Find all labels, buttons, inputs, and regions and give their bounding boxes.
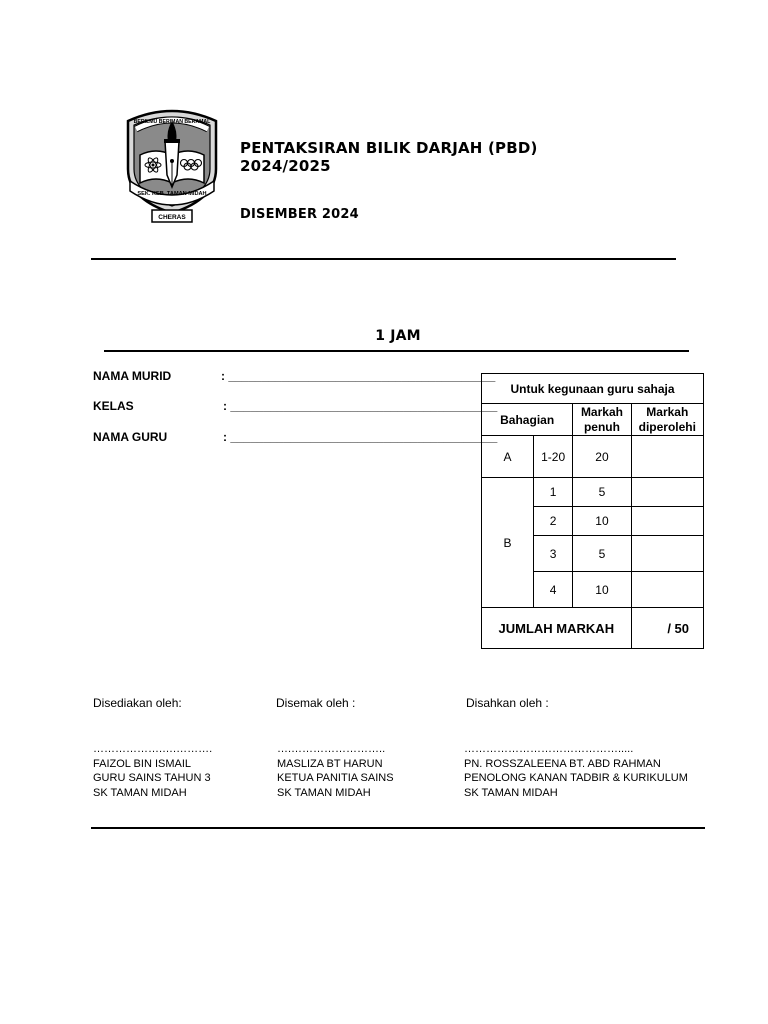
signature-line: ….…………………….. [277, 743, 386, 755]
section-a-range: 1-20 [533, 436, 572, 478]
header-divider [91, 258, 676, 260]
signatory-name: PN. ROSSZALEENA BT. ABD RAHMAN [464, 757, 661, 770]
section-b-q2-full: 10 [573, 507, 631, 536]
student-name-field[interactable]: : ________________________________________ [221, 369, 496, 383]
approved-by-heading: Disahkan oleh : [466, 696, 549, 710]
signatory-school: SK TAMAN MIDAH [277, 786, 371, 799]
section-b-q3-full: 5 [573, 536, 631, 572]
col-markah-penuh: Markah penuh [573, 404, 631, 436]
marks-table [481, 373, 704, 649]
col-bahagian: Bahagian [482, 404, 573, 436]
section-b-q2: 2 [533, 507, 572, 536]
section-b-q3-score[interactable] [631, 536, 703, 572]
section-b-q2-score[interactable] [631, 507, 703, 536]
signatory-position: PENOLONG KANAN TADBIR & KURIKULUM [464, 772, 688, 784]
section-b-q3: 3 [533, 536, 572, 572]
signature-line: ……………………………………..... [464, 743, 634, 755]
section-a-score[interactable] [631, 436, 703, 478]
teacher-name-label: NAMA GURU [93, 430, 168, 444]
signature-block-prepared [93, 742, 212, 800]
section-b-q4-score[interactable] [631, 572, 703, 608]
checked-by-heading: Disemak oleh : [276, 696, 356, 710]
duration-divider [104, 350, 689, 352]
signature-block-checked [277, 742, 394, 800]
section-b-q1-full: 5 [573, 478, 631, 507]
exam-duration: 1 JAM [375, 328, 421, 344]
signatory-name: MASLIZA BT HARUN [277, 757, 383, 770]
logo-motto-text: BERILMU BERIMAN BERAMAL [133, 119, 211, 125]
col-markah-diperolehi: Markah diperolehi [631, 404, 703, 436]
exam-date: DISEMBER 2024 [240, 207, 359, 222]
section-b-q1: 1 [533, 478, 572, 507]
section-a-full: 20 [573, 436, 631, 478]
signature-block-approved [464, 742, 688, 800]
marks-table-title: Untuk kegunaan guru sahaja [482, 374, 704, 404]
section-b-q4-full: 10 [573, 572, 631, 608]
exam-title-line2: 2024/2025 [240, 157, 331, 175]
teacher-name-field[interactable]: : ________________________________________ [223, 430, 498, 444]
section-b-q1-score[interactable] [631, 478, 703, 507]
section-b-q4: 4 [533, 572, 572, 608]
prepared-by-heading: Disediakan oleh: [93, 696, 182, 710]
class-label: KELAS [93, 399, 134, 413]
class-field[interactable]: : ________________________________________ [223, 399, 498, 413]
signatory-name: FAIZOL BIN ISMAIL [93, 757, 192, 770]
section-a-name: A [482, 436, 534, 478]
exam-title-line1: PENTAKSIRAN BILIK DARJAH (PBD) [240, 139, 538, 157]
exam-title [240, 139, 538, 175]
student-name-label: NAMA MURID [93, 369, 172, 383]
total-value: / 50 [631, 608, 703, 649]
signatory-position: GURU SAINS TAHUN 3 [93, 772, 211, 784]
footer-divider [91, 827, 705, 829]
total-label: JUMLAH MARKAH [482, 608, 632, 649]
signatory-position: KETUA PANITIA SAINS [277, 772, 394, 784]
logo-school-text: SEK. KEB. TAMAN MIDAH [137, 191, 207, 197]
signatory-school: SK TAMAN MIDAH [464, 786, 558, 799]
logo-place-text: CHERAS [158, 214, 186, 221]
signature-line: ……………….….………. [93, 743, 213, 755]
school-logo [120, 103, 224, 225]
signatory-school: SK TAMAN MIDAH [93, 786, 187, 799]
section-b-name: B [482, 478, 534, 608]
